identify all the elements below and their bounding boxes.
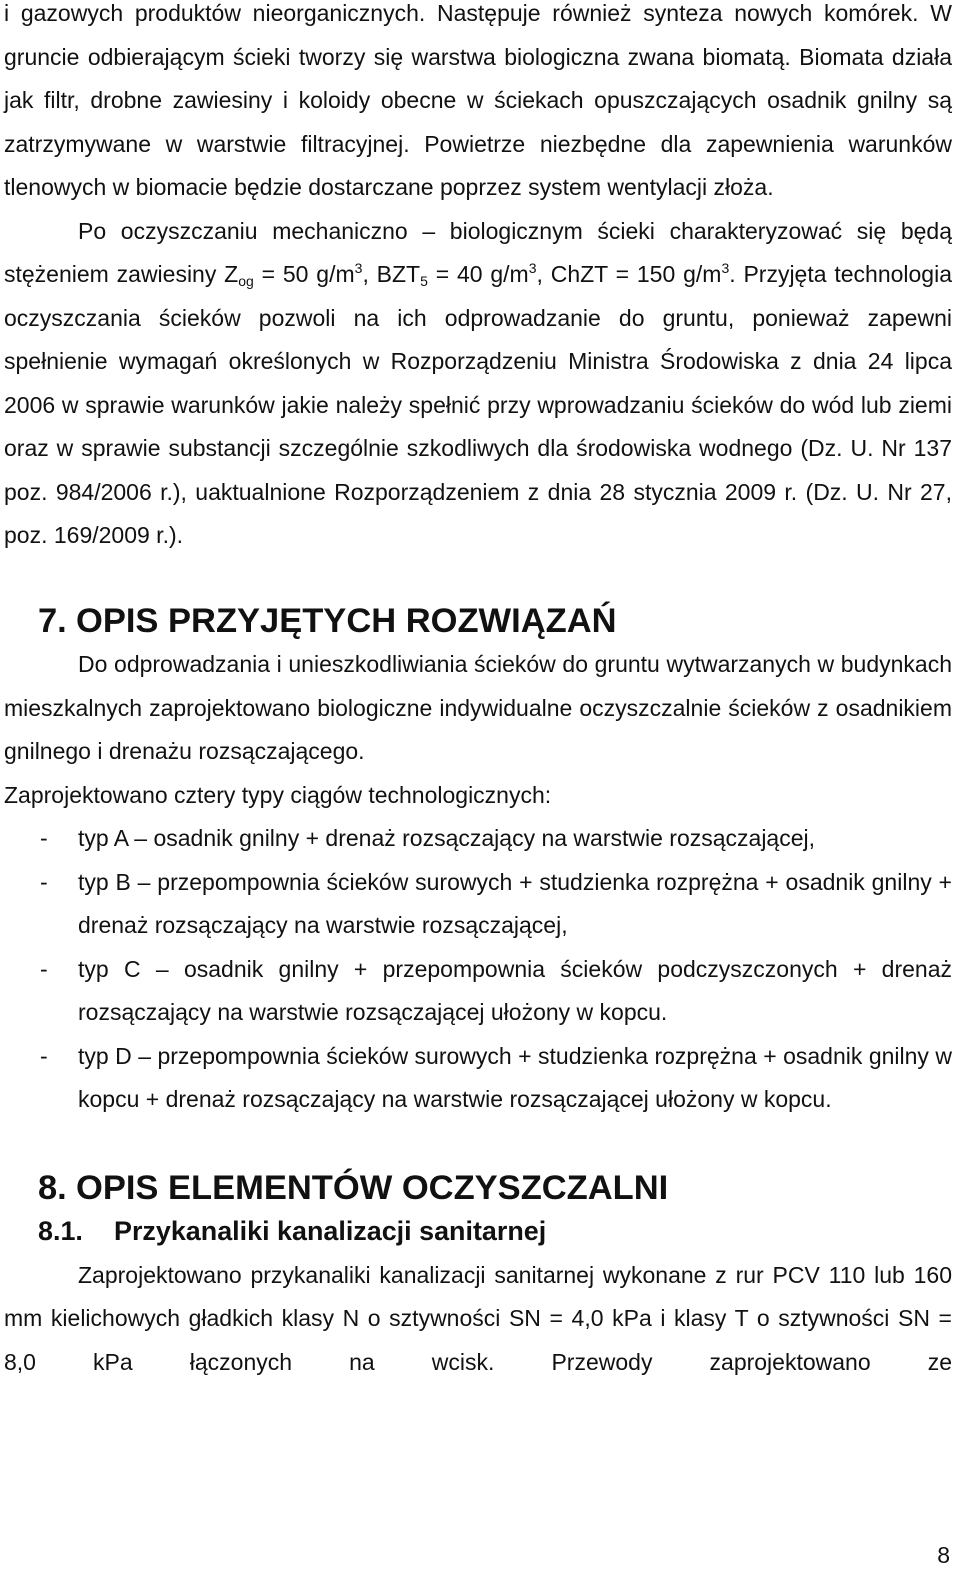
superscript-3: 3 [354,260,363,276]
list-item [4,817,952,861]
text-run: , BZT [362,261,421,287]
text-run: , ChZT = 150 g/m [536,261,722,287]
section-number: 8. [38,1168,67,1207]
subscript-5: 5 [420,273,428,289]
superscript-3: 3 [721,260,730,276]
subsection-number: 8.1. [38,1216,83,1246]
subscript-og: og [238,273,254,289]
section-title: OPIS ELEMENTÓW OCZYSZCZALNI [76,1168,669,1207]
section-7-intro: Do odprowadzania i unieszkodliwiania ścieków do gruntu wytwarzanych w budynkach mieszkalnych zaprojektowano biologiczne indywidualne oczyszczalnie ścieków z osadnikiem gnilnego i drenażu rozsączającego. [4,651,952,764]
document-page [4,0,952,1384]
section-title: OPIS PRZYJĘTYCH ROZWIĄZAŃ [76,601,617,640]
text-run: Po oczyszczaniu mechaniczno – biologicznym ścieki charakteryzować się będą stężeniem zawiesiny Z [4,217,952,287]
superscript-3: 3 [528,260,537,276]
section-7-lead: Zaprojektowano cztery typy ciągów technologicznych: [4,781,552,808]
text-run: = 50 g/m [253,261,355,287]
section-7-heading [4,600,952,644]
dash-bullet: - [40,825,48,851]
list-item-text: typ B – przepompownia ścieków surowych + studzienka rozprężna + osadnik gnilny + drenaż rozsączający na warstwie rozsączającej, [78,868,952,938]
section-number: 7. [38,601,67,640]
list-item [4,1035,952,1122]
dash-bullet: - [40,1042,48,1069]
paragraph-biomata: i gazowych produktów nieorganicznych. Następuje również synteza nowych komórek. W gruncie odbierającym ścieki tworzy się warstwa biologiczna zwana biomatą. Biomata działa jak filtr, drobne zawiesiny i koloidy obecne w ściekach opuszczających osadnik gnilny są zatrzymywane w warstwie filtracyjnej. Powietrze niezbędne dla zapewnienia warunków tlenowych w biomacie będzie dostarczane poprzez system wentylacji złoża. [4,0,952,200]
text-run: = 40 g/m [427,261,529,287]
paragraph-parameters [4,210,952,558]
dash-bullet: - [40,868,48,895]
subsection-title: Przykanaliki kanalizacji sanitarnej [114,1216,547,1246]
list-item [4,948,952,1035]
list-item-text: typ A – osadnik gnilny + drenaż rozsączający na warstwie rozsączającej, [78,825,816,851]
page-number: 8 [937,1542,950,1568]
section-8-heading [4,1167,952,1211]
list-item-text: typ D – przepompownia ścieków surowych + studzienka rozprężna + osadnik gnilny w kopcu + drenaż rozsączający na warstwie rozsączającej ułożony w kopcu. [78,1042,952,1112]
text-run: . Przyjęta technologia oczyszczania ścieków pozwoli na ich odprowadzanie do gruntu, ponieważ zapewni spełnienie wymagań określonych w Rozporządzeniu Ministra Środowiska z dnia 24 lipca 2006 w sprawie warunków jakie należy spełnić przy wprowadzaniu ścieków do wód lub ziemi oraz w sprawie substancji szczególnie szkodliwych dla środowiska wodnego (Dz. U. Nr 137 poz. 984/2006 r.), uaktualnione Rozporządzeniem z dnia 28 stycznia 2009 r. (Dz. U. Nr 27, poz. 169/2009 r.). [4,261,953,548]
dash-bullet: - [40,955,48,982]
section-8-1-heading [4,1210,952,1254]
section-8-1-text: Zaprojektowano przykanaliki kanalizacji sanitarnej wykonane z rur PCV 110 lub 160 mm kielichowych gładkich klasy N o sztywności SN = 4,0 kPa i klasy T o sztywności SN = 8,0 kPa łączonych na wcisk. Przewody zaprojektowano ze [4,1261,952,1375]
technology-types-list [4,817,952,1122]
list-item-text: typ C – osadnik gnilny + przepompownia ścieków podczyszczonych + drenaż rozsączający na warstwie rozsączającej ułożony w kopcu. [78,955,952,1025]
list-item [4,861,952,948]
